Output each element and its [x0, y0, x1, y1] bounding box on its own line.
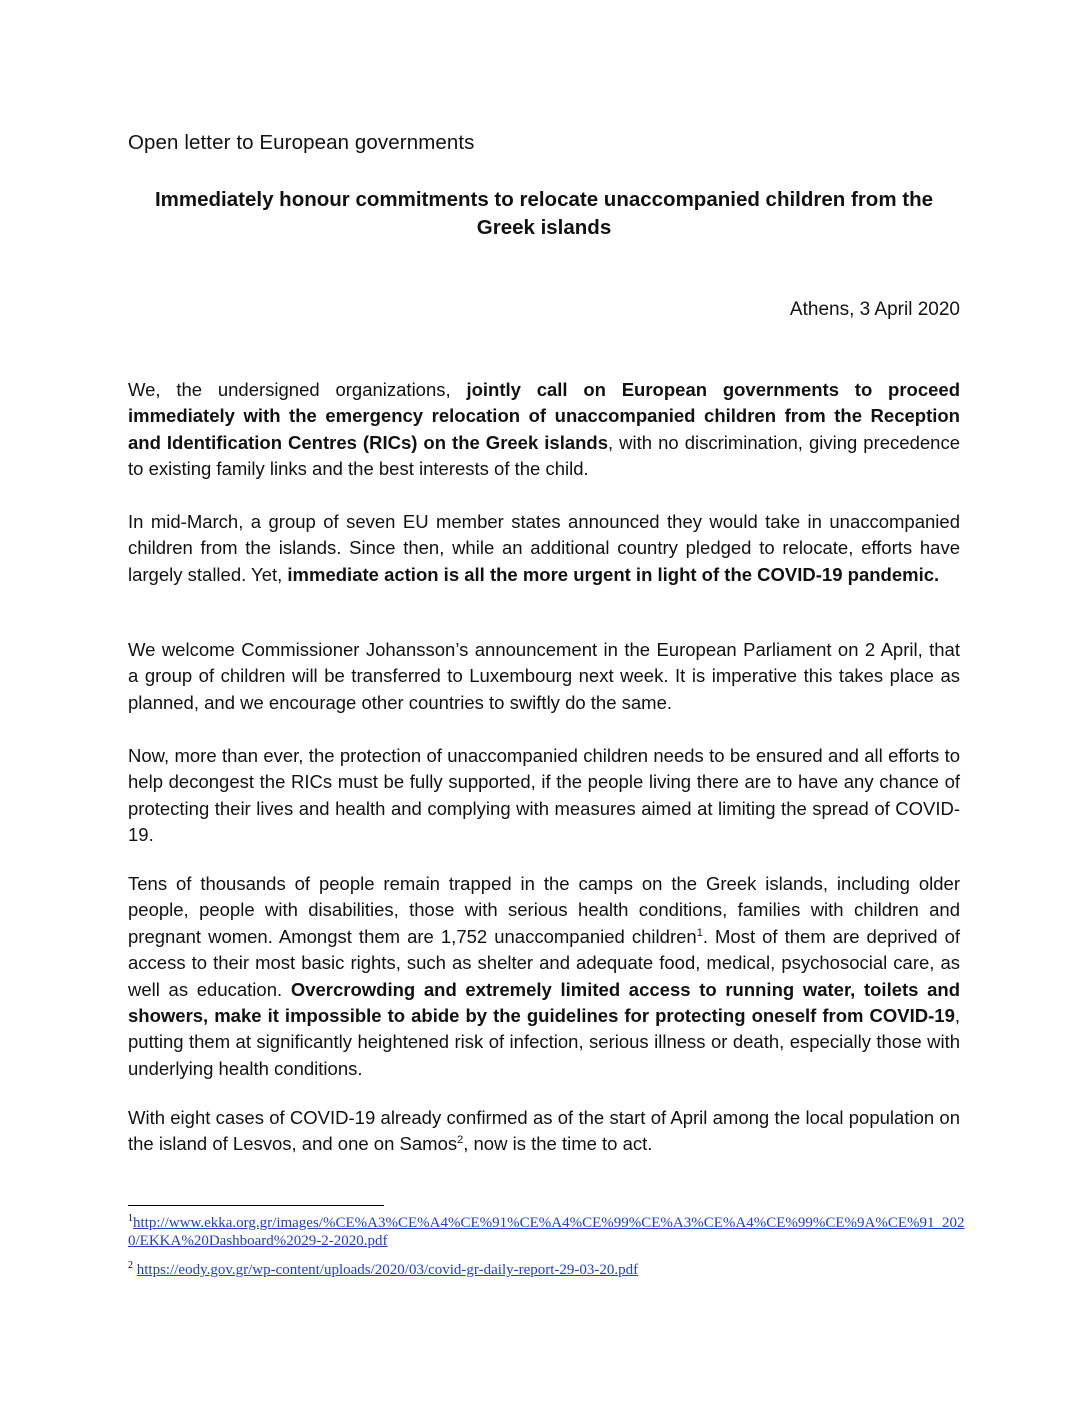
p2-text-1: In mid-March, a group of seven EU member states announced they would take in unaccompanied children from the islands. Since then, while an additional country pledged to relocate, efforts have largely stalled. Yet,	[128, 511, 960, 585]
p3-text-1: We welcome Commissioner Johansson’s announcement in the European Parliament on 2 April, that a group of children will be transferred to Luxembourg next week. It is imperative this takes place as planned, and we encourage other countries to swiftly do the same.	[128, 639, 960, 713]
paragraph-conditions	[128, 871, 960, 1082]
paragraph-protection	[128, 743, 960, 849]
footnote-1-link[interactable]: http://www.ekka.org.gr/images/%CE%A3%CE%A4%CE%91%CE%A4%CE%99%CE%A3%CE%A4%CE%99%CE%9A%CE%91_2020/EKKA%20Dashboard%2029-2-2020.pdf	[128, 1215, 965, 1249]
paragraph-commissioner	[128, 637, 960, 716]
footnote-2-number: 2	[128, 1260, 133, 1271]
p1-text-2: , with no discrimination, giving precedence to existing family links and the best interests of the child.	[128, 431, 960, 480]
p1-bold-1: jointly call on European governments to proceed immediately with the emergency relocation of unaccompanied children from the Reception and Identification Centres (RICs) on the Greek islands	[128, 379, 960, 453]
date-line: Athens, 3 April 2020	[789, 299, 960, 320]
footnote-1	[128, 1214, 968, 1250]
p5-text-2: . Most of them are deprived of access to their most basic rights, such as shelter and adequate food, medical, psychosocial care, as well as education.	[128, 925, 961, 1000]
p5-text-3: , putting them at significantly heightened risk of infection, serious illness or death, especially those with underlying health conditions.	[128, 1005, 960, 1079]
footnote-1-number: 1	[128, 1213, 133, 1224]
paragraph-call-to-action	[128, 377, 960, 483]
footnote-separator	[128, 1205, 384, 1206]
p6-text-2: , now is the time to act.	[463, 1133, 653, 1155]
document-label: Open letter to European governments	[128, 131, 475, 154]
document-title: Immediately honour commitments to relocate unaccompanied children from the Greek islands	[154, 188, 933, 239]
paragraph-time-to-act	[128, 1105, 960, 1158]
footnote-2	[128, 1261, 968, 1279]
p1-text-1: We, the undersigned organizations,	[128, 379, 467, 400]
footnote-ref-1[interactable]: 1	[696, 926, 703, 939]
p5-bold-1: Overcrowding and extremely limited access to running water, toilets and showers, make it impossible to abide by the guidelines for protecting oneself from COVID-19	[128, 978, 961, 1027]
p2-bold-1: immediate action is all the more urgent in light of the COVID-19 pandemic.	[287, 563, 940, 585]
p6-text-1: With eight cases of COVID-19 already confirmed as of the start of April among the local population on the island of Lesvos, and one on Samos	[128, 1107, 960, 1155]
p5-text-1: Tens of thousands of people remain trapped in the camps on the Greek islands, including older people, people with disabilities, those with serious health conditions, families with children and pregnant women. Amongst them are 1,752 unaccompanied children	[128, 873, 960, 947]
footnote-2-link[interactable]: https://eody.gov.gr/wp-content/uploads/2020/03/covid-gr-daily-report-29-03-20.pdf	[136, 1262, 639, 1278]
footnote-ref-2[interactable]: 2	[457, 1134, 464, 1147]
paragraph-member-states	[128, 509, 960, 588]
p4-text-1: Now, more than ever, the protection of unaccompanied children needs to be ensured and all efforts to help decongest the RICs must be fully supported, if the people living there are to have any chance of protecting their lives and health and complying with measures aimed at limiting the spread of COVID-19.	[128, 745, 960, 846]
